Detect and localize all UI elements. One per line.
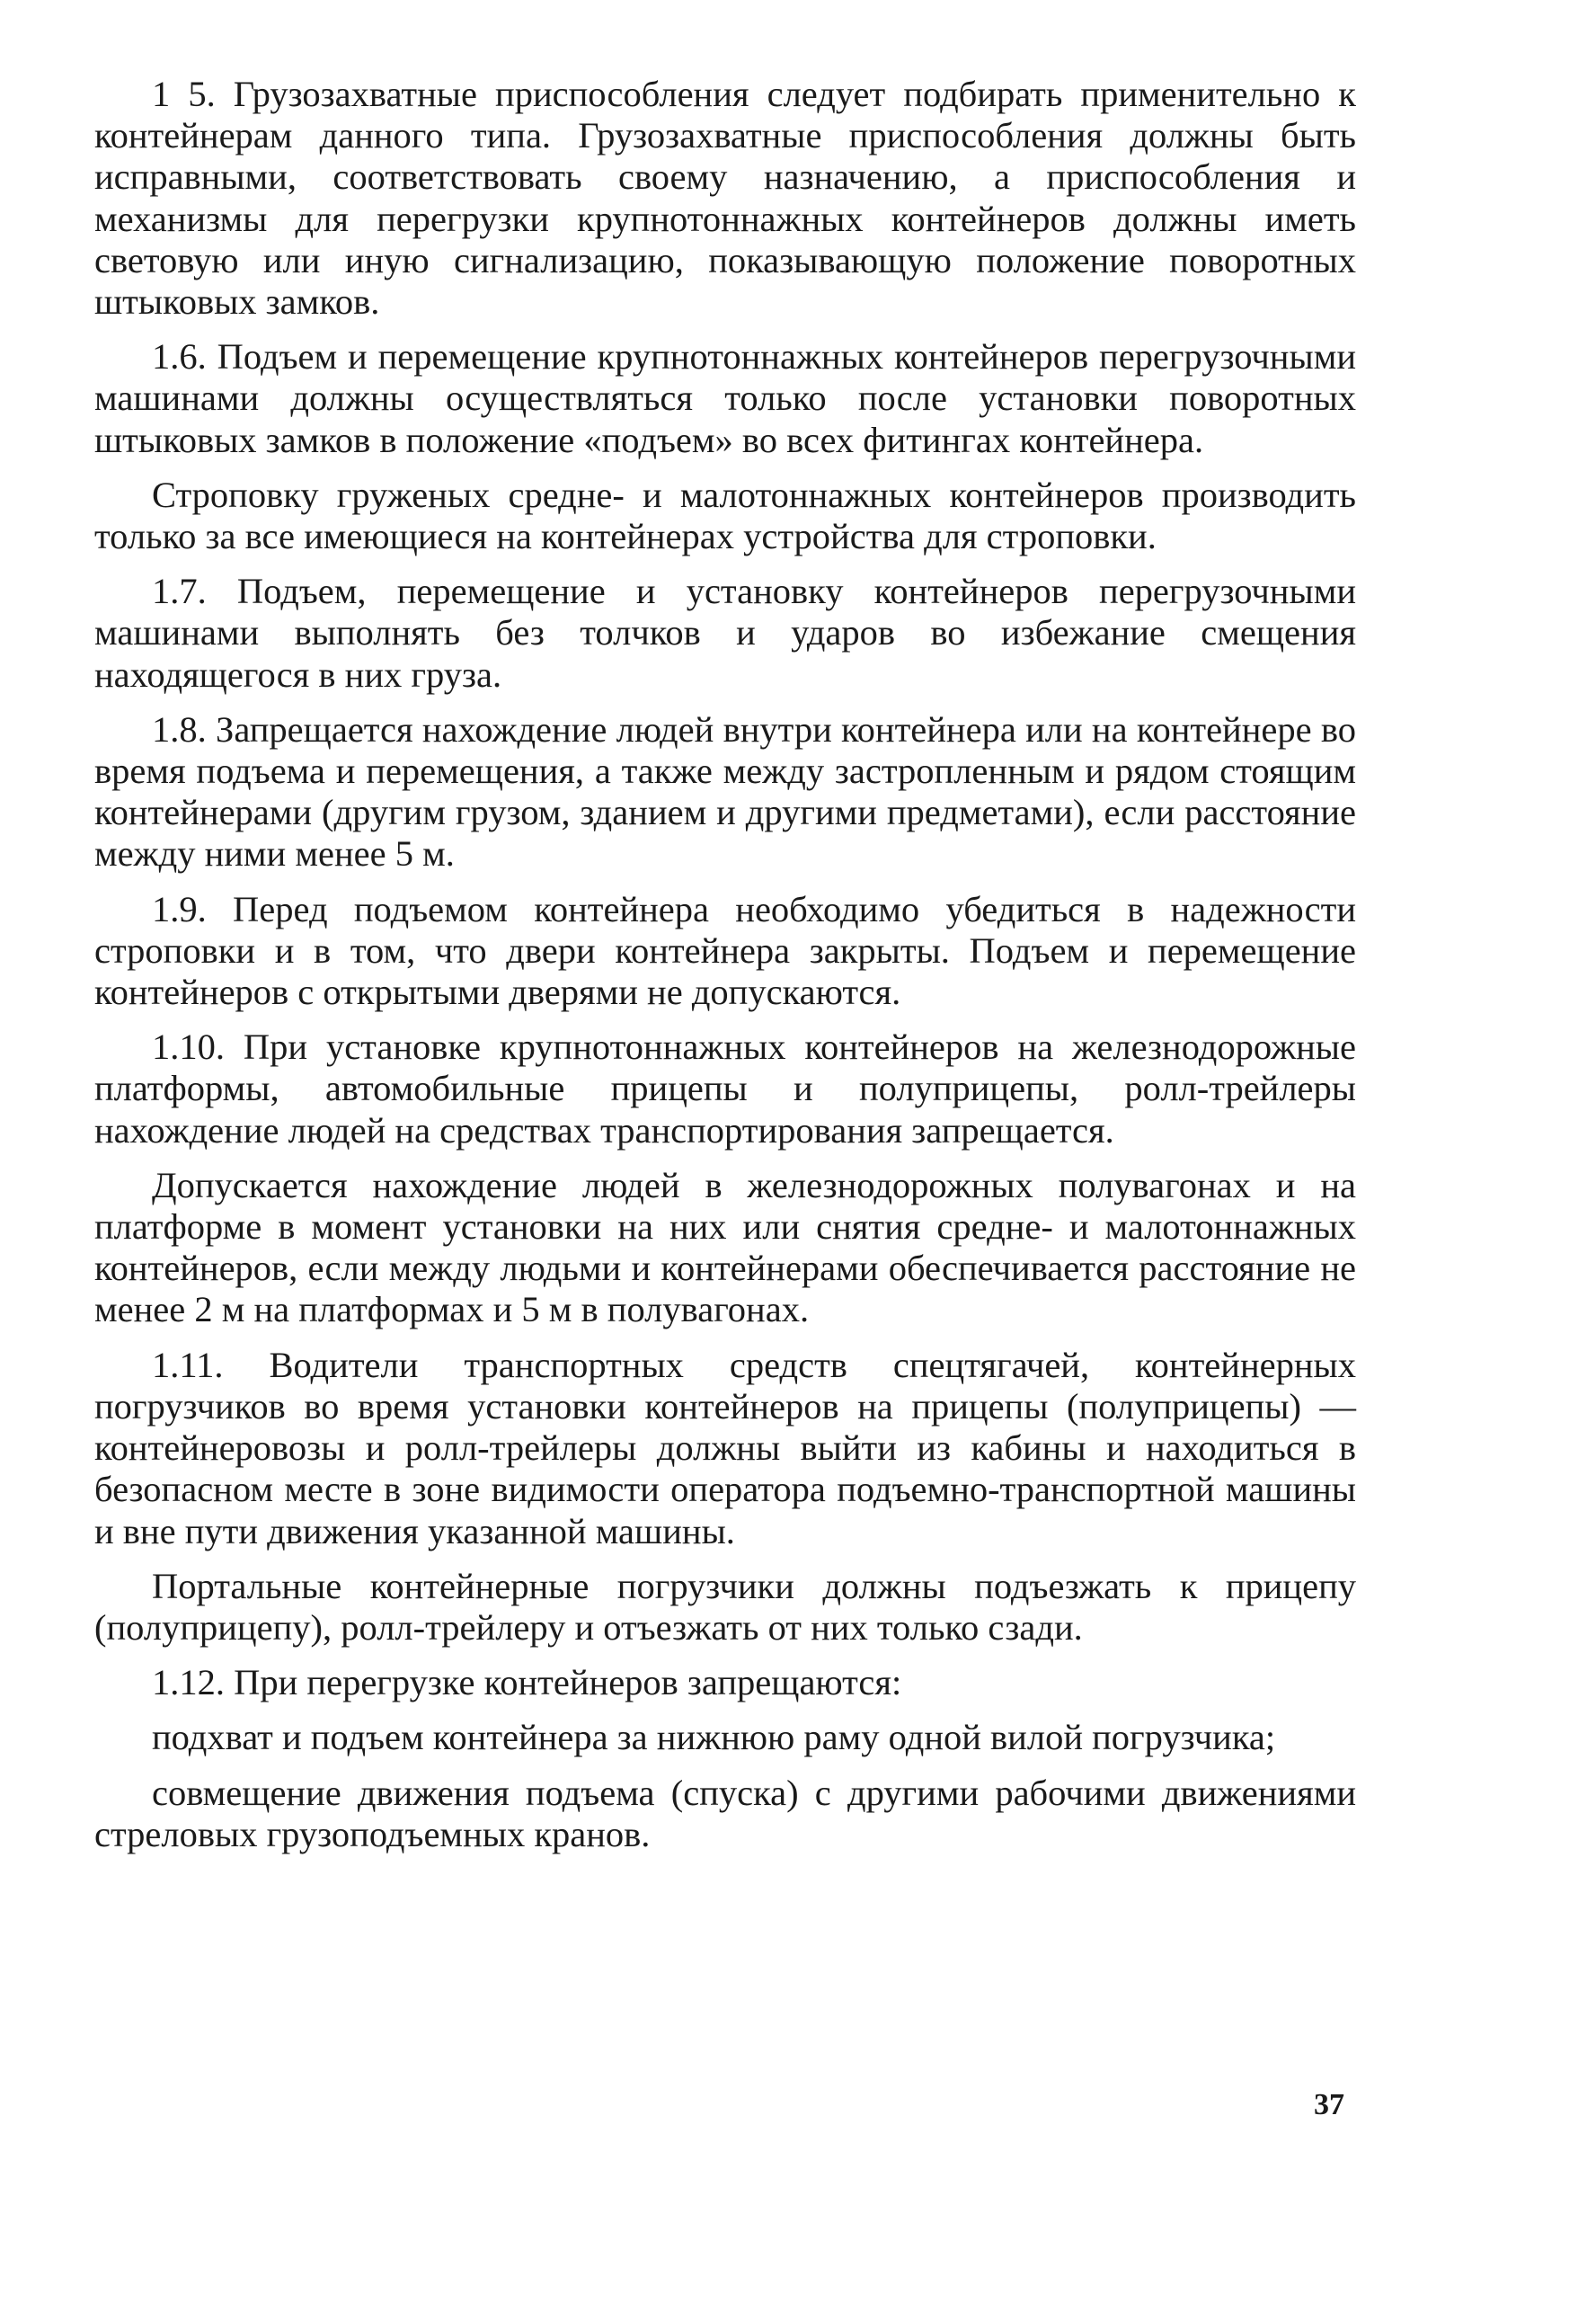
paragraph-1-12: 1.12. При перегрузке контейнеров запрещаются: — [152, 1662, 902, 1703]
paragraph-1-12-item-2: совмещение движения подъема (спуска) с другими рабочими движениями стреловых грузоподъемных кранов. — [94, 1772, 1356, 1854]
paragraph-1-10-allowed: Допускается нахождение людей в железнодорожных полувагонах и на платформе в момент установки на них или снятия средне- и малотоннажных контейнеров, если между людьми и контейнерами обеспечивается расстояние не менее 2 м на платформах и 5 м в полувагонах. — [94, 1164, 1356, 1330]
paragraph-1-7: 1.7. Подъем, перемещение и установку контейнеров перегрузочными машинами выполнять без толчков и ударов во избежание смещения находящегося в них груза. — [94, 571, 1356, 695]
paragraph-1-9: 1.9. Перед подъемом контейнера необходимо убедиться в надежности строповки и в том, что двери контейнера закрыты. Подъем и перемещение контейнеров с открытыми дверями не допускаются. — [94, 888, 1356, 1013]
paragraph-1-6-slinging: Строповку груженых средне- и малотоннажных контейнеров производить только за все имеющиеся на контейнерах устройства для строповки. — [94, 474, 1356, 557]
paragraph-1-11-portal: Портальные контейнерные погрузчики должны подъезжать к прицепу (полуприцепу), ролл-трейлеру и отъезжать от них только сзади. — [94, 1565, 1356, 1648]
paragraph-1-6: 1.6. Подъем и перемещение крупнотоннажных контейнеров перегрузочными машинами должны осуществляться только после установки поворотных штыковых замков в положение «подъем» во всех фитингах контейнера. — [94, 336, 1356, 460]
body-text — [94, 74, 1356, 1855]
paragraph-1-5: 1 5. Грузозахватные приспособления следует подбирать применительно к контейнерам данного типа. Грузозахватные приспособления должны быть исправными, соответствовать своему назначению, а приспособления и механизмы для перегрузки крупнотоннажных контейнеров должны иметь световую или иную сигнализацию, показывающую положение поворотных штыковых замков. — [94, 74, 1356, 323]
paragraph-1-11: 1.11. Водители транспортных средств спецтягачей, контейнерных погрузчиков во время установки контейнеров на прицепы (полуприцепы) — контейнеровозы и ролл-трейлеры должны выйти из кабины и находиться в безопасном месте в зоне видимости оператора подъемно-транспортной машины и вне пути движения указанной машины. — [94, 1344, 1356, 1551]
page-number: 37 — [1314, 2088, 1344, 2121]
paragraph-1-12-item-1: подхват и подъем контейнера за нижнюю раму одной вилой погрузчика; — [152, 1717, 1276, 1758]
paragraph-1-8: 1.8. Запрещается нахождение людей внутри контейнера или на контейнере во время подъема и перемещения, а также между застропленным и рядом стоящим контейнерами (другим грузом, зданием и другими предметами), если расстояние между ними менее 5 м. — [94, 708, 1356, 875]
paragraph-1-10: 1.10. При установке крупнотоннажных контейнеров на железнодорожные платформы, автомобильные прицепы и полуприцепы, ролл-трейлеры нахождение людей на средствах транспортирования запрещается. — [94, 1027, 1356, 1151]
